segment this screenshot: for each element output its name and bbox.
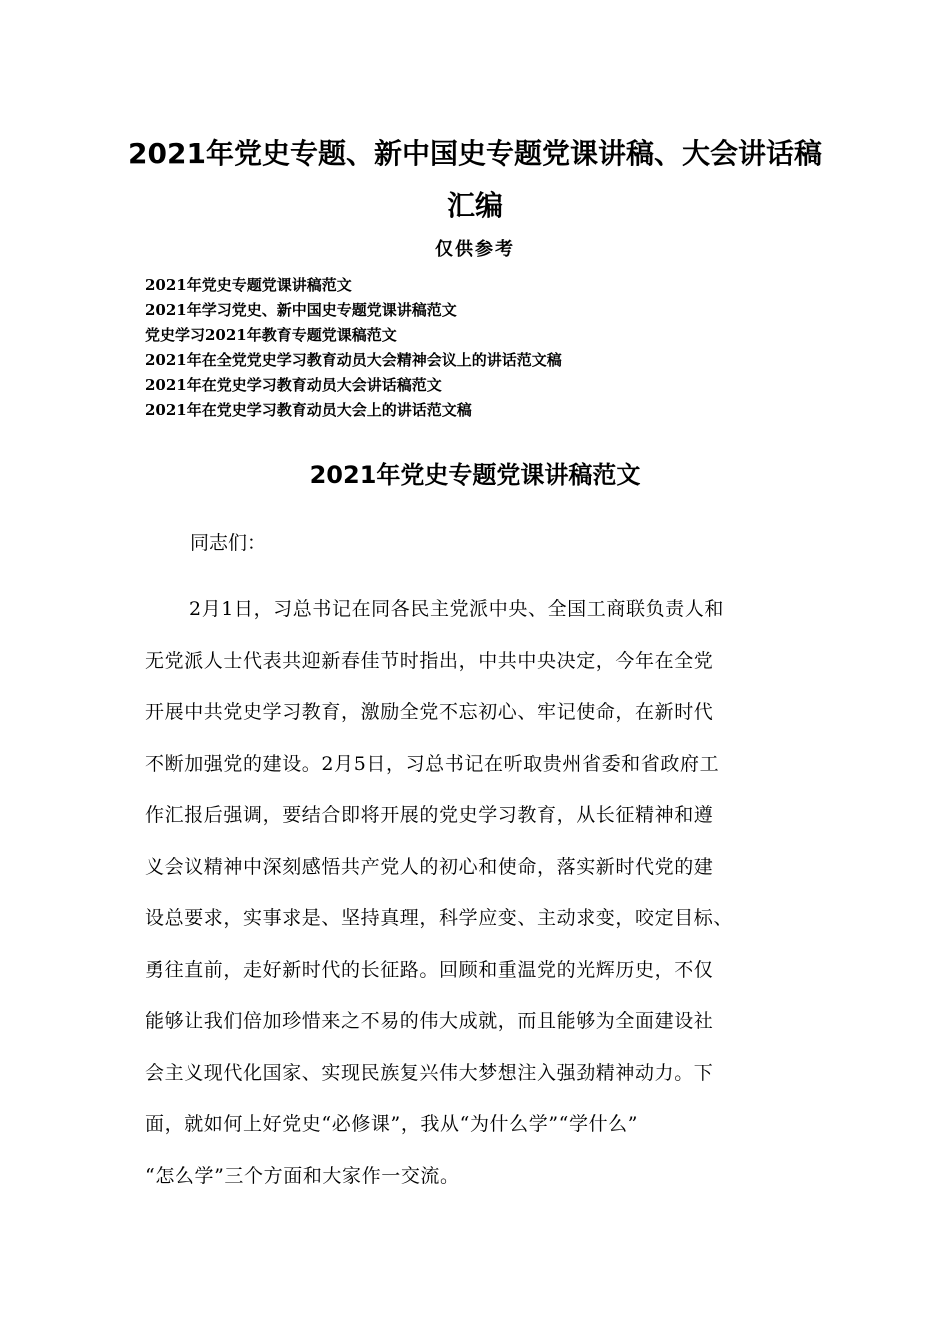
toc-item: 2021年党史专题党课讲稿范文 — [145, 276, 352, 294]
body-line: 会主义现代化国家、实现民族复兴伟大梦想注入强劲精神动力。下 — [145, 1061, 714, 1084]
body-paragraph — [145, 594, 810, 1212]
body-line: 开展中共党史学习教育，激励全党不忘初心、牢记使命，在新时代 — [145, 701, 714, 723]
body-line: “怎么学”三个方面和大家作一交流。 — [145, 1164, 460, 1187]
salutation: 同志们： — [190, 532, 267, 554]
body-line: 无党派人士代表共迎新春佳节时指出，中共中央决定，今年在全党 — [145, 649, 714, 672]
body-line: 勇往直前，走好新时代的长征路。回顾和重温党的光辉历史，不仅 — [145, 958, 714, 981]
document-title: 2021年党史专题、新中国史专题党课讲稿、大会讲话稿汇编 — [128, 137, 822, 222]
toc-item: 党史学习2021年教育专题党课稿范文 — [145, 326, 397, 344]
body-line: 能够让我们倍加珍惜来之不易的伟大成就，而且能够为全面建设社 — [145, 1010, 714, 1032]
document-subtitle: 仅供参考 — [435, 239, 515, 260]
body-line: 作汇报后强调，要结合即将开展的党史学习教育，从长征精神和遵 — [145, 804, 714, 826]
body-line: 2月1日，习总书记在同各民主党派中央、全国工商联负责人和 — [189, 598, 724, 620]
toc-item: 2021年在党史学习教育动员大会上的讲话范文稿 — [145, 401, 472, 419]
section-title: 2021年党史专题党课讲稿范文 — [309, 461, 641, 489]
body-line: 设总要求，实事求是、坚持真理，科学应变、主动求变，咬定目标、 — [145, 907, 734, 929]
body-line: 不断加强党的建设。2月5日，习总书记在听取贵州省委和省政府工 — [145, 752, 720, 775]
body-line: 义会议精神中深刻感悟共产党人的初心和使命，落实新时代党的建 — [145, 855, 714, 878]
toc-item: 2021年在全党党史学习教育动员大会精神会议上的讲话范文稿 — [145, 351, 562, 369]
toc-item: 2021年在党史学习教育动员大会讲话稿范文 — [145, 376, 442, 394]
body-line: 面，就如何上好党史“必修课”，我从“为什么学”“学什么” — [145, 1113, 639, 1135]
toc-item: 2021年学习党史、新中国史专题党课讲稿范文 — [145, 301, 457, 319]
table-of-contents — [145, 273, 845, 423]
